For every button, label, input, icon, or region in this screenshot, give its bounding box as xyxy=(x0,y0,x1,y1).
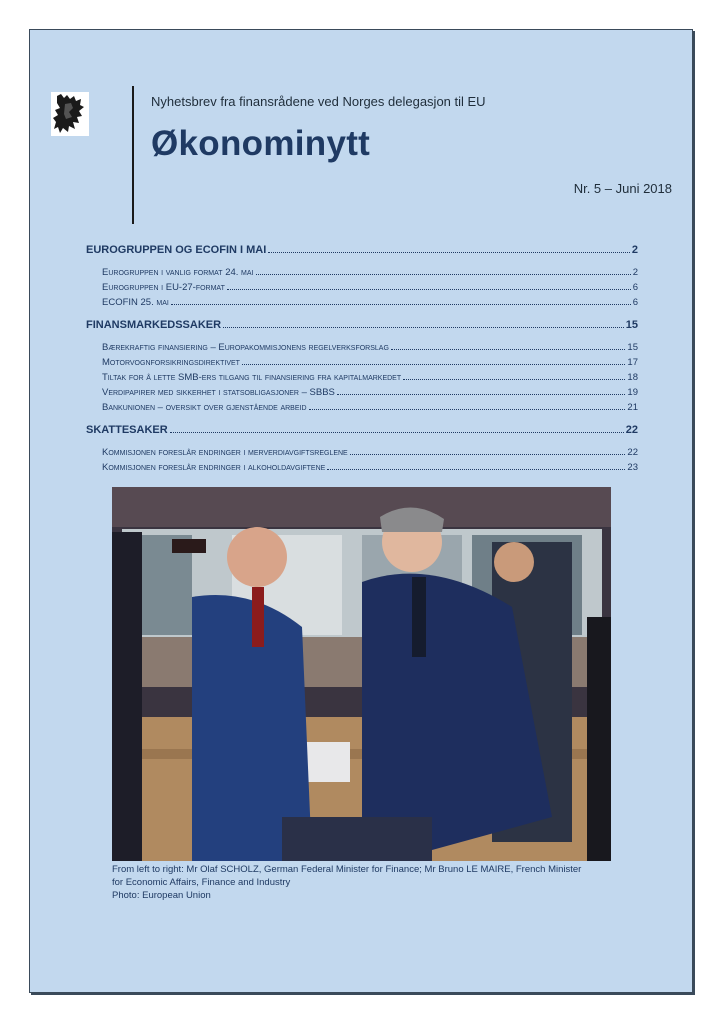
toc-title: Motorvognforsikringsdirektivet xyxy=(102,357,240,368)
photo-caption xyxy=(112,863,582,902)
toc-page: 18 xyxy=(627,372,638,383)
ministers-meeting-photo xyxy=(112,487,611,861)
caption-names: From left to right: Mr Olaf SCHOLZ, German Federal Minister for Finance; Mr Bruno LE MAIRE, French Minister for Economic Affairs, Finance and Industry xyxy=(112,864,582,888)
toc-item-alcohol-duties[interactable] xyxy=(86,462,638,473)
toc-page: 19 xyxy=(627,387,638,398)
toc-page: 6 xyxy=(632,282,638,293)
toc-title: FINANSMARKEDSSAKER xyxy=(86,319,222,331)
toc-title: Eurogruppen i vanlig format 24. mai xyxy=(102,267,254,278)
toc-page: 21 xyxy=(627,402,638,413)
toc-section-eurogroup-ecofin[interactable] xyxy=(86,244,638,256)
toc-item-motor-insurance[interactable] xyxy=(86,357,638,368)
toc-page: 22 xyxy=(625,424,638,436)
toc-title: Verdipapirer med sikkerhet i statsobligasjoner – SBBS xyxy=(102,387,335,398)
newsletter-subtitle: Nyhetsbrev fra finansrådene ved Norges delegasjon til EU xyxy=(151,94,486,109)
toc-title: Kommisjonen foreslår endringer i merverdiavgiftsreglene xyxy=(102,447,348,458)
caption-credit: Photo: European Union xyxy=(112,890,211,901)
toc-page: 22 xyxy=(627,447,638,458)
toc-page: 6 xyxy=(632,297,638,308)
toc-page: 2 xyxy=(631,244,638,256)
toc-item-ecofin[interactable] xyxy=(86,297,638,308)
toc-title: Bankunionen – oversikt over gjenstående arbeid xyxy=(102,402,307,413)
toc-page: 2 xyxy=(632,267,638,278)
toc-section-financial-markets[interactable] xyxy=(86,319,638,331)
toc-page: 23 xyxy=(627,462,638,473)
toc-title: Eurogruppen i EU-27-format xyxy=(102,282,225,293)
toc-item-sbbs[interactable] xyxy=(86,387,638,398)
toc-title: Bærekraftig finansiering – Europakommisjonens regelverksforslag xyxy=(102,342,389,353)
toc-item-vat-rules[interactable] xyxy=(86,447,638,458)
toc-item-banking-union[interactable] xyxy=(86,402,638,413)
toc-title: EUROGRUPPEN OG ECOFIN I MAI xyxy=(86,244,267,256)
toc-page: 15 xyxy=(627,342,638,353)
newsletter-title: Økonominytt xyxy=(151,124,371,163)
toc-title: ECOFIN 25. mai xyxy=(102,297,169,308)
toc-title: Tiltak for å lette SMB-ers tilgang til finansiering fra kapitalmarkedet xyxy=(102,372,402,383)
toc-item-sustainable-finance[interactable] xyxy=(86,342,638,353)
issue-number: Nr. 5 – Juni 2018 xyxy=(573,181,672,196)
toc-page: 15 xyxy=(625,319,638,331)
toc-item-eurogroup-eu27[interactable] xyxy=(86,282,638,293)
toc-item-eurogroup-regular[interactable] xyxy=(86,267,638,278)
toc-title: Kommisjonen foreslår endringer i alkoholdavgiftene xyxy=(102,462,326,473)
toc-item-sme-finance[interactable] xyxy=(86,372,638,383)
toc-section-tax[interactable] xyxy=(86,424,638,436)
header-divider xyxy=(132,86,134,224)
norwegian-lion-crest-icon xyxy=(51,92,89,136)
toc-page: 17 xyxy=(627,357,638,368)
toc-title: SKATTESAKER xyxy=(86,424,168,436)
